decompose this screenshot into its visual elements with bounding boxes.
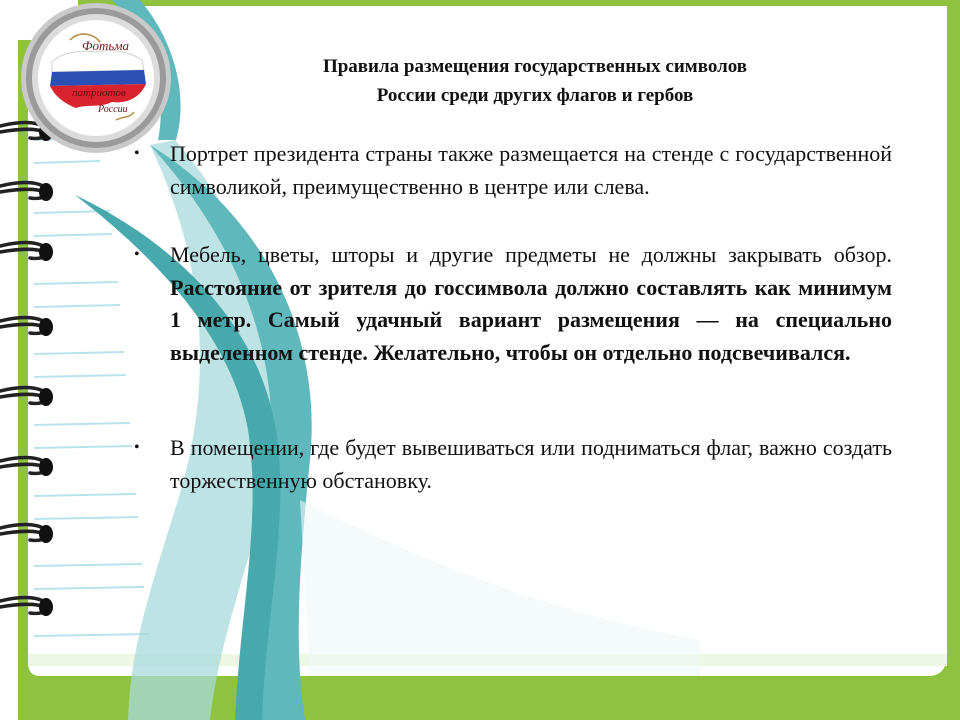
bullet-text-bold: Расстояние от зрителя до госсимвола должно составлять как минимум 1 метр. Самый удачный вариант размещения — на специально выделенном стенде. Желательно, чтобы он отдельно подсвечивался.: [170, 274, 892, 365]
slide-title: [250, 52, 820, 110]
logo-badge: [21, 3, 171, 153]
logo-text-line1: Фотьма: [82, 38, 130, 53]
bullet-text-regular: Мебель, цветы, шторы и другие предметы не должны закрывать обзор.: [170, 242, 892, 267]
bullet-dot-icon: •: [134, 145, 140, 162]
bullet-item: [130, 432, 892, 497]
slide-title-line1: Правила размещения государственных символов: [322, 56, 748, 77]
bullet-text: В помещении, где будет вывешиваться или подниматься флаг, важно создать торжественную обстановку.: [170, 435, 892, 493]
bullet-item: [130, 138, 892, 203]
logo-text-line2: патриотов: [72, 87, 126, 99]
bullet-list: [130, 138, 892, 497]
logo-text-line3: России: [98, 104, 128, 115]
bullet-item: [130, 239, 892, 369]
bullet-dot-icon: •: [134, 439, 140, 456]
slide-title-line2: России среди других флагов и гербов: [376, 85, 694, 106]
bullet-dot-icon: •: [134, 246, 140, 263]
bullet-text: Портрет президента страны также размещается на стенде с государственной символикой, преимущественно в центре или слева.: [170, 141, 892, 199]
